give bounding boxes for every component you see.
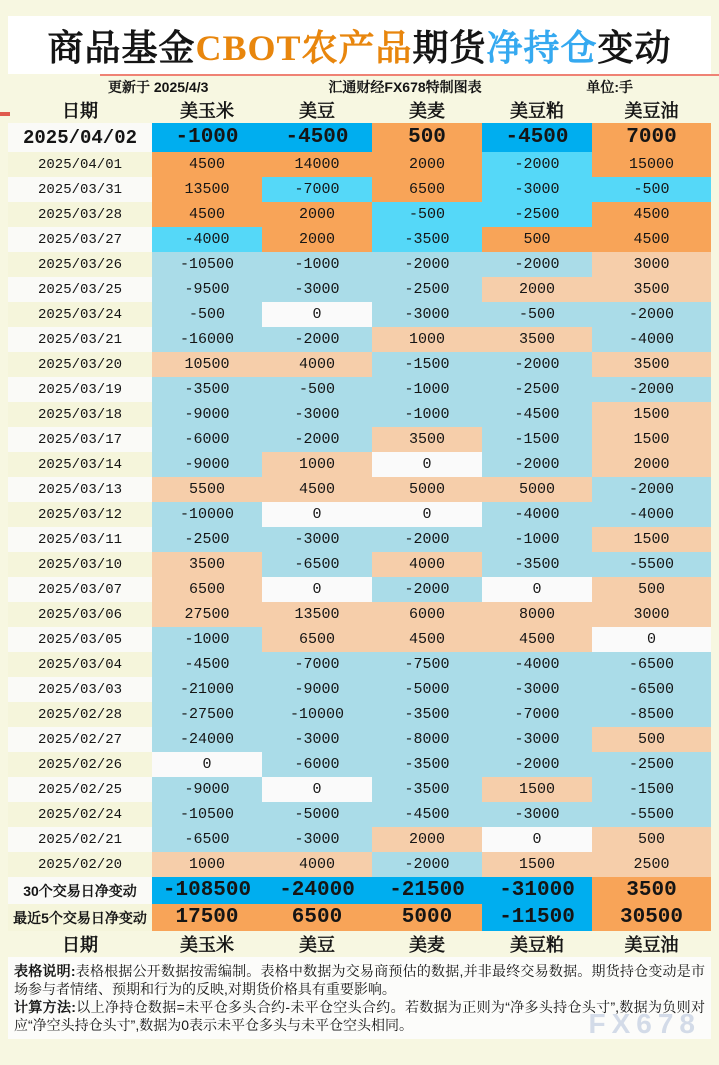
value-cell: -5000 [262, 802, 372, 827]
table-row [8, 727, 719, 752]
value-cell: -3000 [372, 302, 482, 327]
column-header-wheat: 美麦 [409, 101, 445, 121]
value-cell: -3500 [372, 777, 482, 802]
value-cell: -2000 [372, 577, 482, 602]
date-cell: 2025/03/06 [8, 602, 152, 627]
table-row [8, 252, 719, 277]
value-cell: -1000 [152, 627, 262, 652]
value-cell: 1500 [592, 402, 711, 427]
value-cell: 3000 [592, 252, 711, 277]
value-cell: -6500 [152, 827, 262, 852]
value-cell: 3500 [592, 352, 711, 377]
value-cell: 10500 [152, 352, 262, 377]
value-cell: -31000 [482, 877, 592, 904]
value-cell: 4500 [592, 202, 711, 227]
value-cell: 500 [372, 123, 482, 152]
red-divider-line [100, 74, 719, 76]
value-cell: -7000 [482, 702, 592, 727]
value-cell: -2000 [482, 252, 592, 277]
value-cell: -3000 [262, 727, 372, 752]
value-cell: -6500 [262, 552, 372, 577]
value-cell: -1500 [372, 352, 482, 377]
value-cell: -4500 [152, 652, 262, 677]
column-header-date: 日期 [62, 101, 98, 121]
value-cell: 0 [262, 302, 372, 327]
value-cell: 0 [482, 577, 592, 602]
value-cell: -2000 [372, 252, 482, 277]
table-row [8, 327, 719, 352]
date-cell: 2025/02/27 [8, 727, 152, 752]
value-cell: -6500 [592, 652, 711, 677]
column-header-soybean: 美豆 [299, 935, 335, 955]
value-cell: 6000 [372, 602, 482, 627]
title-part-blue: 净持仓 [486, 27, 598, 68]
date-cell: 2025/02/25 [8, 777, 152, 802]
value-cell: -2500 [372, 277, 482, 302]
value-cell: 3500 [482, 327, 592, 352]
title-part-black1: 商品基金 [47, 27, 196, 68]
value-cell: 8000 [482, 602, 592, 627]
value-cell: -1000 [482, 527, 592, 552]
value-cell: -3000 [262, 277, 372, 302]
unit-label: 单位:手 [586, 79, 633, 95]
date-cell: 2025/03/31 [8, 177, 152, 202]
value-cell: 3500 [592, 877, 711, 904]
value-cell: 2000 [262, 202, 372, 227]
value-cell: -4000 [592, 327, 711, 352]
value-cell: -1000 [152, 123, 262, 152]
value-cell: -4000 [482, 502, 592, 527]
value-cell: -9000 [262, 677, 372, 702]
value-cell: 4500 [152, 202, 262, 227]
footer-note2-label: 计算方法: [14, 999, 76, 1015]
value-cell: 7000 [592, 123, 711, 152]
value-cell: 500 [482, 227, 592, 252]
date-cell: 2025/02/21 [8, 827, 152, 852]
value-cell: -3500 [372, 702, 482, 727]
table-row [8, 123, 719, 152]
value-cell: 0 [262, 777, 372, 802]
value-cell: 4000 [262, 852, 372, 877]
table-row [8, 677, 719, 702]
table-row [8, 904, 719, 931]
value-cell: -10000 [262, 702, 372, 727]
value-cell: -6000 [152, 427, 262, 452]
value-cell: -2000 [592, 377, 711, 402]
date-cell: 2025/03/14 [8, 452, 152, 477]
value-cell: -6500 [592, 677, 711, 702]
column-header-corn: 美玉米 [180, 935, 234, 955]
date-cell: 2025/04/02 [8, 123, 152, 152]
column-header-soyoil: 美豆油 [624, 935, 679, 955]
value-cell: 0 [372, 452, 482, 477]
date-cell: 2025/03/03 [8, 677, 152, 702]
value-cell: 2500 [592, 852, 711, 877]
value-cell: 14000 [262, 152, 372, 177]
value-cell: 2000 [262, 227, 372, 252]
column-header-corn: 美玉米 [180, 101, 234, 121]
date-cell: 2025/02/28 [8, 702, 152, 727]
value-cell: -2000 [372, 852, 482, 877]
table-body [0, 123, 719, 931]
column-header-date: 日期 [62, 935, 98, 955]
title-part-black2: 期货 [412, 27, 487, 68]
value-cell: 3500 [592, 277, 711, 302]
value-cell: 500 [592, 827, 711, 852]
table-row [8, 627, 719, 652]
value-cell: 13500 [262, 602, 372, 627]
source-label: 汇通财经FX678特制图表 [328, 79, 482, 95]
value-cell: -10000 [152, 502, 262, 527]
table-header-top [8, 97, 719, 123]
date-cell: 2025/03/04 [8, 652, 152, 677]
value-cell: 0 [262, 577, 372, 602]
value-cell: -6000 [262, 752, 372, 777]
date-cell: 2025/03/28 [8, 202, 152, 227]
value-cell: 5000 [372, 477, 482, 502]
value-cell: -7000 [262, 652, 372, 677]
table-row [8, 477, 719, 502]
table-row [8, 302, 719, 327]
value-cell: 1500 [482, 852, 592, 877]
value-cell: -5500 [592, 802, 711, 827]
summary-label: 最近5个交易日净变动 [8, 904, 152, 931]
table-row [8, 777, 719, 802]
date-cell: 2025/03/26 [8, 252, 152, 277]
value-cell: -2000 [592, 477, 711, 502]
value-cell: -7500 [372, 652, 482, 677]
value-cell: -4500 [372, 802, 482, 827]
value-cell: 2000 [372, 152, 482, 177]
value-cell: -2000 [592, 302, 711, 327]
value-cell: -2000 [262, 327, 372, 352]
table-row [8, 452, 719, 477]
value-cell: -3000 [262, 827, 372, 852]
value-cell: 6500 [262, 904, 372, 931]
date-cell: 2025/03/27 [8, 227, 152, 252]
table-row [8, 752, 719, 777]
value-cell: -9000 [152, 777, 262, 802]
title-part-orange: CBOT农产品 [195, 27, 413, 68]
date-cell: 2025/03/18 [8, 402, 152, 427]
value-cell: 0 [482, 827, 592, 852]
date-cell: 2025/03/21 [8, 327, 152, 352]
value-cell: 3500 [372, 427, 482, 452]
value-cell: -16000 [152, 327, 262, 352]
value-cell: -4000 [152, 227, 262, 252]
value-cell: -4000 [482, 652, 592, 677]
value-cell: -500 [152, 302, 262, 327]
value-cell: -4500 [482, 123, 592, 152]
value-cell: 3500 [152, 552, 262, 577]
column-header-soymeal: 美豆粕 [510, 935, 564, 955]
value-cell: -2000 [482, 352, 592, 377]
value-cell: -2500 [152, 527, 262, 552]
value-cell: 6500 [372, 177, 482, 202]
footer-note1-label: 表格说明: [14, 963, 76, 979]
value-cell: 1500 [592, 527, 711, 552]
table-row [8, 177, 719, 202]
value-cell: -1000 [372, 402, 482, 427]
value-cell: 500 [592, 577, 711, 602]
date-cell: 2025/03/10 [8, 552, 152, 577]
value-cell: -24000 [262, 877, 372, 904]
value-cell: 1000 [262, 452, 372, 477]
value-cell: -3000 [262, 402, 372, 427]
value-cell: 0 [262, 502, 372, 527]
value-cell: -3000 [482, 677, 592, 702]
table-row [8, 577, 719, 602]
table-row [8, 552, 719, 577]
value-cell: 17500 [152, 904, 262, 931]
value-cell: -108500 [152, 877, 262, 904]
value-cell: -2000 [372, 527, 482, 552]
table-row [8, 377, 719, 402]
value-cell: 5500 [152, 477, 262, 502]
value-cell: -5500 [592, 552, 711, 577]
table-row [8, 852, 719, 877]
title-part-black3: 变动 [597, 27, 672, 68]
value-cell: 4500 [152, 152, 262, 177]
table-row [8, 427, 719, 452]
date-cell: 2025/04/01 [8, 152, 152, 177]
value-cell: 2000 [372, 827, 482, 852]
column-header-soymeal: 美豆粕 [510, 101, 564, 121]
value-cell: -8500 [592, 702, 711, 727]
date-cell: 2025/02/24 [8, 802, 152, 827]
value-cell: 15000 [592, 152, 711, 177]
value-cell: -3500 [482, 552, 592, 577]
table-row [8, 827, 719, 852]
table-row [8, 227, 719, 252]
footer-notes [8, 957, 711, 1039]
value-cell: -10500 [152, 802, 262, 827]
value-cell: -1500 [592, 777, 711, 802]
footer-note2-text: 以上净持仓数据=未平仓多头合约-未平仓空头合约。若数据为正则为“净多头持仓头寸”,数据为负则对应“净空头持仓头寸”,数据为0表示未平仓多头与未平仓空头相同。 [14, 999, 705, 1033]
value-cell: 0 [152, 752, 262, 777]
value-cell: 2000 [592, 452, 711, 477]
value-cell: -24000 [152, 727, 262, 752]
value-cell: -500 [482, 302, 592, 327]
value-cell: 0 [372, 502, 482, 527]
value-cell: -3500 [152, 377, 262, 402]
date-cell: 2025/03/25 [8, 277, 152, 302]
date-cell: 2025/03/19 [8, 377, 152, 402]
table-row [8, 527, 719, 552]
value-cell: -500 [592, 177, 711, 202]
table-row [8, 402, 719, 427]
table-row [8, 702, 719, 727]
date-cell: 2025/03/20 [8, 352, 152, 377]
date-cell: 2025/02/20 [8, 852, 152, 877]
value-cell: 1500 [592, 427, 711, 452]
value-cell: 4500 [372, 627, 482, 652]
value-cell: -5000 [372, 677, 482, 702]
subheader-row [8, 77, 711, 97]
value-cell: 4000 [372, 552, 482, 577]
date-cell: 2025/03/12 [8, 502, 152, 527]
value-cell: -4500 [262, 123, 372, 152]
value-cell: -500 [262, 377, 372, 402]
table-row [8, 502, 719, 527]
value-cell: -2000 [482, 752, 592, 777]
date-cell: 2025/03/24 [8, 302, 152, 327]
value-cell: -1500 [482, 427, 592, 452]
value-cell: -21500 [372, 877, 482, 904]
value-cell: -500 [372, 202, 482, 227]
value-cell: 27500 [152, 602, 262, 627]
value-cell: -3000 [262, 527, 372, 552]
footer-note1-text: 表格根据公开数据按需编制。表格中数据为交易商预估的数据,并非最终交易数据。期货持仓变动是市场参与者情绪、预期和行为的反映,对期货价格具有重要影响。 [14, 963, 705, 997]
fx678-watermark: FX678 [588, 1008, 701, 1039]
column-header-soybean: 美豆 [299, 101, 335, 121]
value-cell: 5000 [482, 477, 592, 502]
value-cell: 5000 [372, 904, 482, 931]
summary-label: 30个交易日净变动 [8, 877, 152, 904]
column-header-wheat: 美麦 [409, 935, 445, 955]
table-row [8, 802, 719, 827]
value-cell: 4000 [262, 352, 372, 377]
value-cell: 6500 [262, 627, 372, 652]
value-cell: 13500 [152, 177, 262, 202]
column-header-soyoil: 美豆油 [624, 101, 679, 121]
value-cell: 2000 [482, 277, 592, 302]
red-dash-decor [0, 112, 10, 116]
value-cell: -8000 [372, 727, 482, 752]
value-cell: -4000 [592, 502, 711, 527]
date-cell: 2025/02/26 [8, 752, 152, 777]
value-cell: 500 [592, 727, 711, 752]
value-cell: 1000 [372, 327, 482, 352]
table-row [8, 352, 719, 377]
value-cell: -9000 [152, 402, 262, 427]
table-row [8, 277, 719, 302]
value-cell: -3000 [482, 177, 592, 202]
date-cell: 2025/03/11 [8, 527, 152, 552]
value-cell: 3000 [592, 602, 711, 627]
table-row [8, 877, 719, 904]
update-date-label: 更新于 2025/4/3 [108, 79, 209, 95]
value-cell: -2500 [592, 752, 711, 777]
date-cell: 2025/03/13 [8, 477, 152, 502]
value-cell: 4500 [592, 227, 711, 252]
value-cell: -1000 [372, 377, 482, 402]
table-row [8, 152, 719, 177]
value-cell: 4500 [262, 477, 372, 502]
value-cell: -3500 [372, 227, 482, 252]
value-cell: -2000 [482, 452, 592, 477]
value-cell: 4500 [482, 627, 592, 652]
value-cell: 0 [592, 627, 711, 652]
value-cell: -9500 [152, 277, 262, 302]
date-cell: 2025/03/05 [8, 627, 152, 652]
value-cell: -1000 [262, 252, 372, 277]
value-cell: -11500 [482, 904, 592, 931]
date-cell: 2025/03/07 [8, 577, 152, 602]
value-cell: -2500 [482, 202, 592, 227]
value-cell: 1000 [152, 852, 262, 877]
value-cell: -9000 [152, 452, 262, 477]
value-cell: -2000 [482, 152, 592, 177]
value-cell: -2000 [262, 427, 372, 452]
value-cell: -2500 [482, 377, 592, 402]
value-cell: -3500 [372, 752, 482, 777]
value-cell: 6500 [152, 577, 262, 602]
table-row [8, 202, 719, 227]
table-header-bottom [8, 931, 719, 954]
value-cell: -4500 [482, 402, 592, 427]
value-cell: -7000 [262, 177, 372, 202]
value-cell: -27500 [152, 702, 262, 727]
table-row [8, 652, 719, 677]
value-cell: 1500 [482, 777, 592, 802]
page-title [8, 16, 711, 74]
table-row [8, 602, 719, 627]
date-cell: 2025/03/17 [8, 427, 152, 452]
infographic-page [0, 16, 719, 1065]
value-cell: 30500 [592, 904, 711, 931]
value-cell: -21000 [152, 677, 262, 702]
value-cell: -3000 [482, 802, 592, 827]
value-cell: -10500 [152, 252, 262, 277]
value-cell: -3000 [482, 727, 592, 752]
